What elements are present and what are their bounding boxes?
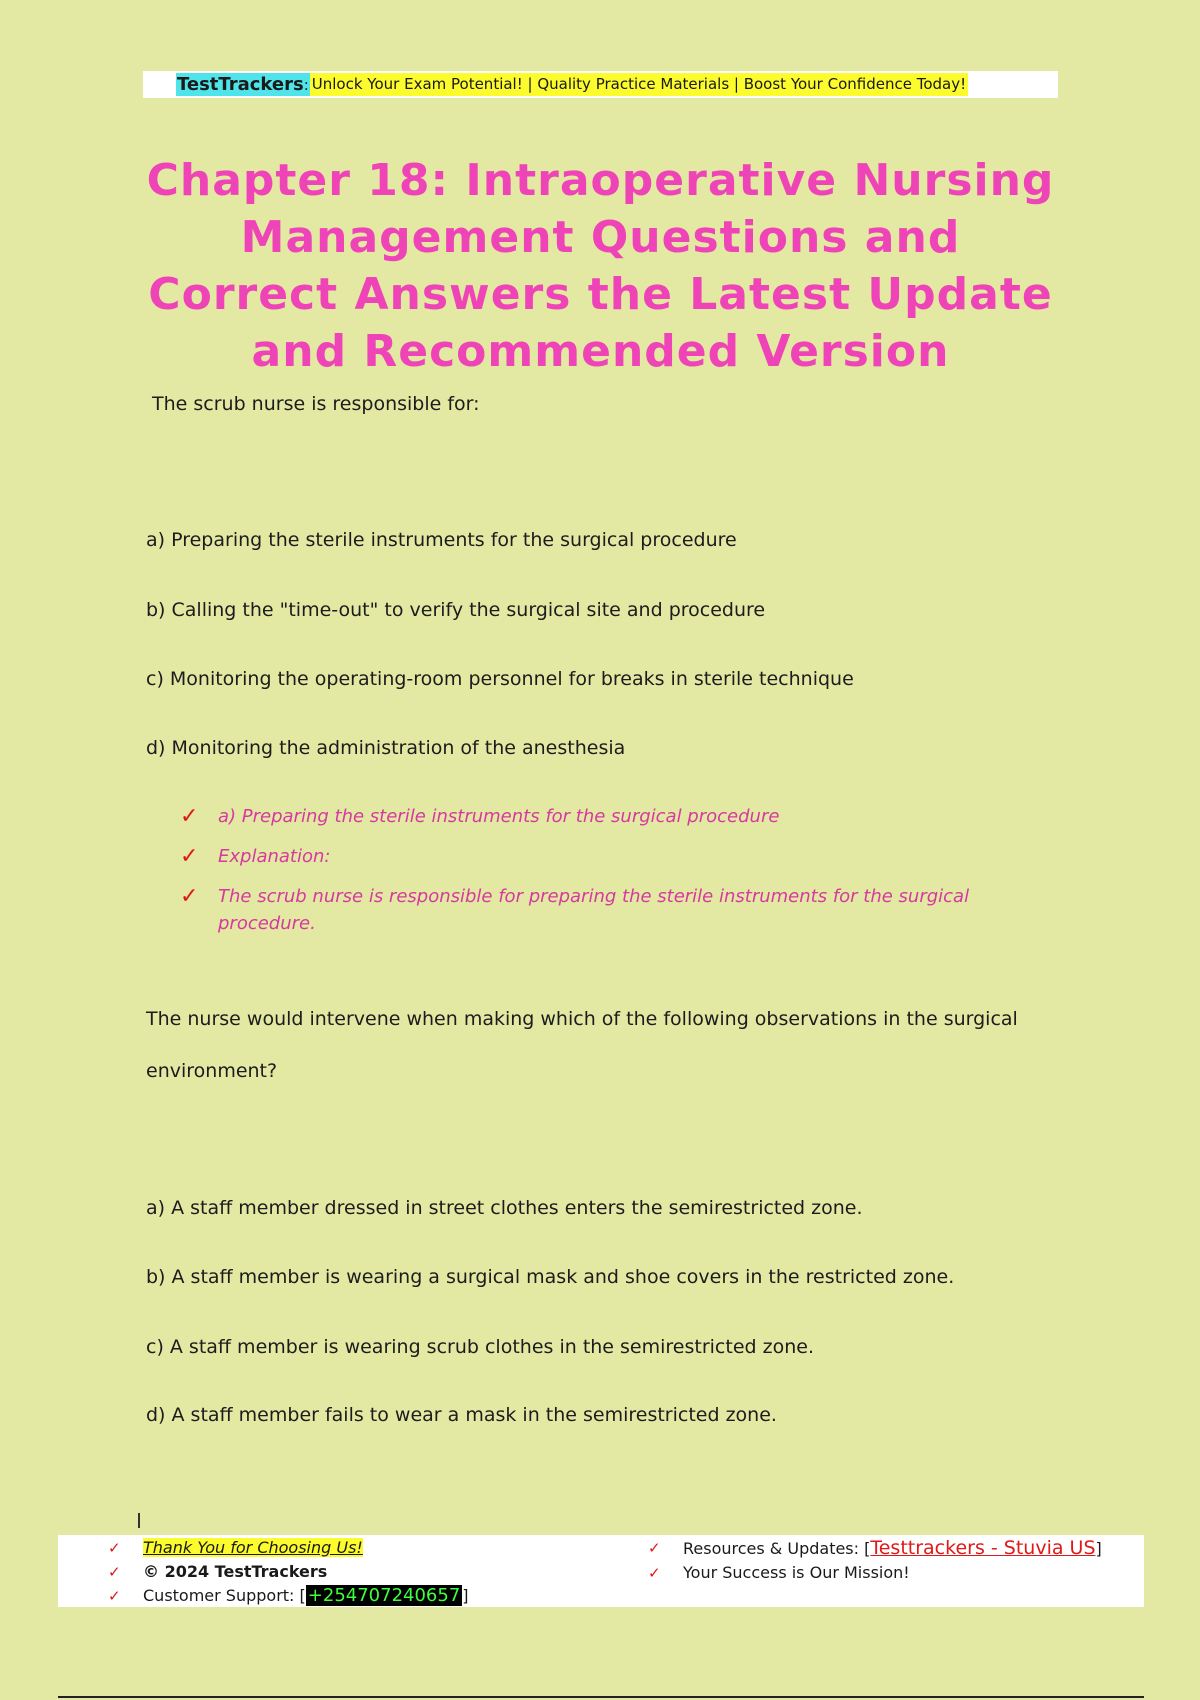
header-banner — [143, 71, 1058, 98]
checkmark-icon: ✓ — [180, 884, 199, 909]
cursor-mark — [138, 1513, 140, 1528]
answer-explanation: The scrub nurse is responsible for preparing the sterile instruments for the surgical procedure. — [218, 886, 970, 934]
question-2-option-b: b) A staff member is wearing a surgical mask and shoe covers in the restricted zone. — [146, 1266, 955, 1288]
support-phone[interactable]: +254707240657 — [307, 1585, 461, 1606]
checkmark-icon: ✓ — [108, 1539, 121, 1557]
resources-link[interactable]: Testtrackers - Stuvia US — [870, 1537, 1096, 1559]
question-2-option-d: d) A staff member fails to wear a mask in the semirestricted zone. — [146, 1404, 777, 1426]
brand-name: TestTrackers: — [177, 74, 309, 95]
checkmark-icon: ✓ — [180, 844, 199, 869]
question-1-option-d: d) Monitoring the administration of the anesthesia — [146, 737, 626, 759]
question-1-option-b: b) Calling the "time-out" to verify the surgical site and procedure — [146, 599, 766, 621]
question-1-option-c: c) Monitoring the operating-room personnel for breaks in sterile technique — [146, 668, 854, 690]
footer — [58, 1535, 1144, 1607]
question-1-prompt: The scrub nurse is responsible for: — [152, 393, 480, 415]
footer-support: ✓ Customer Support: [ +254707240657 ] — [108, 1585, 469, 1606]
question-1-answer-list — [180, 803, 1020, 950]
question-2-option-c: c) A staff member is wearing scrub clothes in the semirestricted zone. — [146, 1336, 814, 1358]
document-title: Chapter 18: Intraoperative Nursing Management Questions and Correct Answers the Latest Update and Recommended Version — [146, 155, 1055, 377]
answer-item — [180, 803, 1020, 830]
footer-right-list — [648, 1536, 1102, 1585]
checkmark-icon: ✓ — [648, 1564, 661, 1582]
checkmark-icon: ✓ — [180, 804, 199, 829]
banner-tagline: Unlock Your Exam Potential! | Quality Practice Materials | Boost Your Confidence Today! — [310, 73, 968, 96]
question-1-option-a: a) Preparing the sterile instruments for the surgical procedure — [146, 529, 737, 551]
page-bottom-rule — [58, 1696, 1144, 1698]
checkmark-icon: ✓ — [108, 1587, 121, 1605]
question-2-prompt-line-2: environment? — [146, 1060, 278, 1082]
checkmark-icon: ✓ — [108, 1563, 121, 1581]
answer-explanation-label: Explanation: — [218, 846, 331, 867]
footer-copyright: ✓ © 2024 TestTrackers — [108, 1560, 469, 1584]
footer-mission: ✓ Your Success is Our Mission! — [648, 1561, 1102, 1585]
footer-thanks: ✓ Thank You for Choosing Us! — [108, 1536, 469, 1560]
brand-colon: : — [303, 76, 309, 94]
footer-left-list — [108, 1536, 469, 1608]
question-2-prompt-line-1: The nurse would intervene when making which of the following observations in the surgical — [146, 1008, 1018, 1030]
checkmark-icon: ✓ — [648, 1539, 661, 1557]
question-2-option-a: a) A staff member dressed in street clothes enters the semirestricted zone. — [146, 1197, 863, 1219]
answer-item — [180, 883, 1020, 937]
answer-item — [180, 843, 1020, 870]
footer-resources: ✓ Resources & Updates: [Testtrackers - Stuvia US] — [648, 1537, 1102, 1559]
answer-text: a) Preparing the sterile instruments for the surgical procedure — [218, 806, 780, 827]
